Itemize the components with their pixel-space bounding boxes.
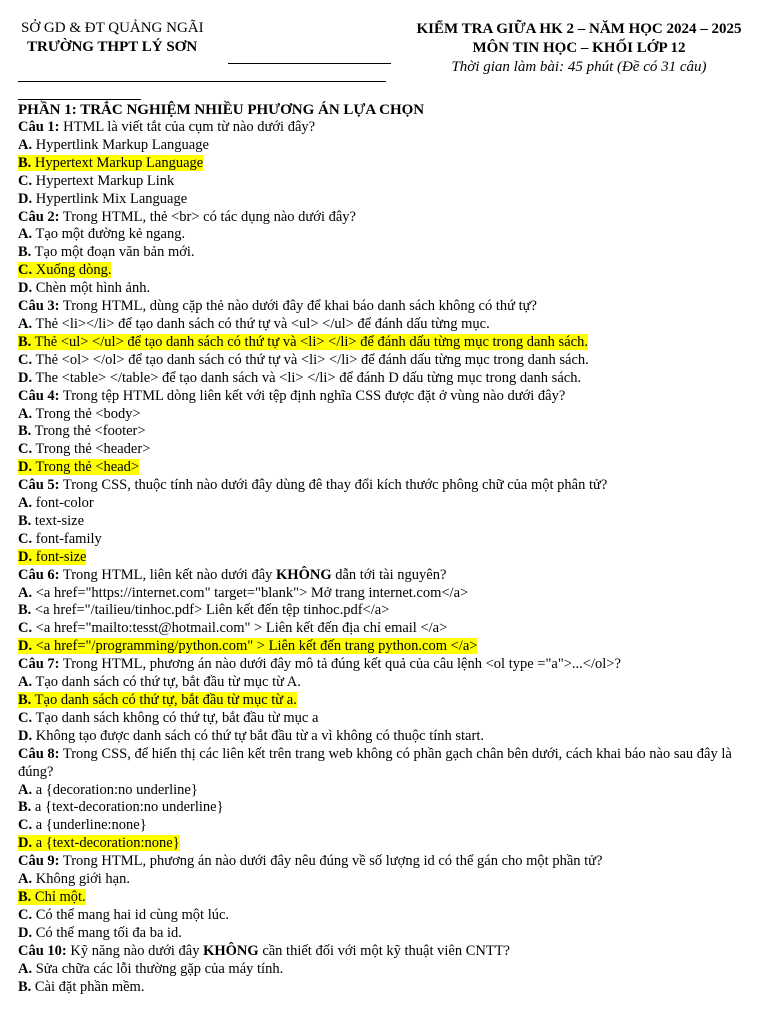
answer-text-wrap: [18, 316, 490, 332]
option-text: Trong thẻ <footer>: [34, 423, 146, 440]
option-text: <a href="https://internet.com" target="blank"> Mở trang internet.com</a>: [35, 584, 469, 601]
option-key: D.: [18, 369, 33, 386]
answer-option: [18, 173, 753, 191]
option-key: D.: [18, 280, 33, 297]
answer-text-wrap: [18, 585, 468, 601]
answer-option: [18, 531, 753, 549]
option-text: Tạo danh sách có thứ tự, bắt đầu từ mục từ a.: [34, 692, 297, 708]
answer-option: [18, 459, 753, 477]
option-key: D.: [18, 727, 33, 744]
answer-text-wrap: [18, 871, 130, 887]
answer-option: [18, 334, 753, 352]
option-text: font-size: [35, 548, 87, 565]
answer-option: [18, 191, 753, 209]
option-text: Thẻ <ol> </ol> để tạo danh sách có thứ tự và <li> </li> để đánh dấu từng mục trong danh sách.: [35, 351, 589, 368]
question-stem: [18, 943, 753, 961]
answer-option: [18, 316, 753, 334]
option-key: A.: [18, 871, 33, 888]
correct-answer-highlight: [18, 692, 297, 708]
school-name: TRƯỜNG THPT LÝ SƠN: [27, 39, 198, 55]
option-key: A.: [18, 674, 33, 691]
option-key: B.: [18, 423, 32, 440]
option-text: Xuống dòng.: [35, 262, 112, 279]
option-text: Không tạo được danh sách có thứ tự bắt đầu từ a vì không có thuộc tính start.: [35, 727, 484, 744]
answer-option: [18, 817, 753, 835]
answer-text-wrap: [18, 173, 174, 189]
option-key: B.: [18, 799, 32, 816]
option-text: Có thể mang tối đa ba id.: [35, 924, 182, 941]
option-key: C.: [18, 262, 33, 279]
option-key: D.: [18, 459, 33, 476]
question-stem: [18, 477, 753, 495]
answer-text-wrap: [18, 602, 389, 618]
correct-answer-highlight: [18, 638, 477, 654]
exam-content: [18, 101, 753, 996]
answer-text-wrap: [18, 961, 283, 977]
question-text: Trong HTML, thẻ <br> có tác dụng nào dưới đây?: [62, 208, 356, 225]
option-key: D.: [18, 190, 33, 207]
option-key: D.: [18, 924, 33, 941]
option-key: A.: [18, 960, 33, 977]
answer-option: [18, 513, 753, 531]
option-text: font-family: [35, 530, 102, 547]
option-key: B.: [18, 512, 32, 529]
correct-answer-highlight: [18, 835, 180, 851]
question-text: cần thiết đối với một kỹ thuật viên CNTT?: [258, 942, 510, 959]
answer-option: [18, 907, 753, 925]
answer-text-wrap: [18, 817, 147, 833]
answer-option: [18, 352, 753, 370]
answer-option: [18, 406, 753, 424]
answer-text-wrap: [18, 280, 150, 296]
answer-option: [18, 244, 753, 262]
option-text: Tạo danh sách có thứ tự, bắt đầu từ mục từ A.: [35, 674, 301, 691]
option-key: C.: [18, 351, 33, 368]
option-text: a {decoration:no underline}: [35, 781, 198, 798]
option-text: text-size: [34, 512, 85, 529]
option-text: <a href="mailto:tesst@hotmail.com" > Liên kết đến địa chỉ email </a>: [35, 620, 448, 637]
answer-option: [18, 549, 753, 567]
question-stem: [18, 746, 753, 782]
option-text: Không giới hạn.: [35, 871, 130, 888]
option-text: Chèn một hình ảnh.: [35, 280, 151, 297]
answer-option: [18, 692, 753, 710]
question-stem: [18, 298, 753, 316]
answer-option: [18, 835, 753, 853]
question-number: Câu 3:: [18, 298, 60, 315]
section-title: PHẦN 1: TRẮC NGHIỆM NHIỀU PHƯƠNG ÁN LỰA CHỌN: [18, 102, 425, 118]
answer-text-wrap: [18, 226, 185, 242]
option-text: Tạo một đường kẻ ngang.: [35, 226, 186, 243]
answer-text-wrap: [18, 137, 209, 153]
answer-option: [18, 728, 753, 746]
option-key: B.: [18, 244, 32, 261]
question-number: Câu 10:: [18, 942, 67, 959]
question-text: Trong HTML, phương án nào dưới đây nêu đúng về số lượng id có thể gán cho một phần tử?: [62, 853, 603, 870]
question-text: Trong CSS, thuộc tính nào dưới đây dùng đê thay đổi kích thước phông chữ của một phân tử?: [62, 477, 608, 494]
question-stem: [18, 209, 753, 227]
answer-text-wrap: [18, 710, 318, 726]
answer-option: [18, 799, 753, 817]
question-list: [18, 119, 753, 996]
answer-option: [18, 674, 753, 692]
question-number: Câu 9:: [18, 853, 60, 870]
question-stem: [18, 853, 753, 871]
option-text: Tạo danh sách không có thứ tự, bắt đầu từ mục a: [35, 709, 319, 726]
answer-option: [18, 925, 753, 943]
answer-option: [18, 871, 753, 889]
answer-option: [18, 280, 753, 298]
answer-text-wrap: [18, 531, 102, 547]
option-text: Trong thẻ <body>: [35, 405, 141, 422]
question-stem: [18, 656, 753, 674]
answer-option: [18, 889, 753, 907]
option-key: B.: [18, 602, 32, 619]
option-key: B.: [18, 978, 32, 995]
answer-text-wrap: [18, 370, 581, 386]
answer-option: [18, 155, 753, 173]
option-key: D.: [18, 835, 33, 852]
answer-option: [18, 585, 753, 603]
correct-answer-highlight: [18, 155, 203, 171]
question-text: Trong HTML, phương án nào dưới đây mô tả đúng kết quả của câu lệnh <ol type ="a">...</ol>?: [62, 656, 621, 673]
option-text: a {text-decoration:no underline}: [34, 799, 224, 816]
question-number: Câu 5:: [18, 477, 60, 494]
question-text: Kỹ năng nào dưới đây: [70, 942, 204, 959]
answer-text-wrap: [18, 907, 229, 923]
question-text: Trong HTML, dùng cặp thẻ nào dưới đây để khai báo danh sách không có thứ tự?: [62, 298, 537, 315]
option-text: The <table> </table> để tạo danh sách và <li> </li> để đánh D dấu từng mục trong danh sách.: [35, 369, 582, 386]
answer-option: [18, 961, 753, 979]
exam-subject: MÔN TIN HỌC – KHỐI LỚP 12: [472, 40, 686, 56]
answer-option: [18, 979, 753, 997]
question-number: Câu 1:: [18, 119, 60, 135]
option-text: Trong thẻ <header>: [35, 441, 151, 458]
answer-option: [18, 226, 753, 244]
correct-answer-highlight: [18, 334, 588, 350]
answer-option: [18, 782, 753, 800]
option-key: A.: [18, 136, 33, 153]
option-text: Hypertext Markup Link: [35, 172, 175, 189]
question-number: Câu 6:: [18, 566, 60, 583]
answer-text-wrap: [18, 782, 198, 798]
department-name: SỞ GD & ĐT QUẢNG NGÃI: [21, 20, 204, 36]
option-key: A.: [18, 315, 33, 332]
answer-text-wrap: [18, 441, 150, 457]
answer-option: [18, 602, 753, 620]
option-text: Có thể mang hai id cùng một lúc.: [35, 906, 230, 923]
option-text: <a href="/tailieu/tinhoc.pdf> Liên kết đến tệp tinhoc.pdf</a>: [34, 602, 390, 619]
exam-time-note: Thời gian làm bài: 45 phút (Đề có 31 câu): [451, 59, 707, 75]
blank-line: [18, 99, 141, 100]
correct-answer-highlight: [18, 889, 86, 905]
answer-text-wrap: [18, 406, 141, 422]
answer-option: [18, 262, 753, 280]
correct-answer-highlight: [18, 262, 111, 278]
answer-text-wrap: [18, 191, 187, 207]
correct-answer-highlight: [18, 459, 139, 475]
question-stem: [18, 567, 753, 585]
answer-option: [18, 638, 753, 656]
answer-option: [18, 441, 753, 459]
option-key: C.: [18, 172, 33, 189]
answer-text-wrap: [18, 495, 94, 511]
question-emphasis: KHÔNG: [276, 566, 332, 583]
answer-option: [18, 620, 753, 638]
option-key: A.: [18, 495, 33, 512]
answer-option: [18, 495, 753, 513]
question-text: Trong HTML, liên kết nào dưới đây: [62, 566, 277, 583]
option-text: Tạo một đoạn văn bản mới.: [34, 244, 195, 261]
question-stem: [18, 388, 753, 406]
question-number: Câu 7:: [18, 656, 60, 673]
option-key: A.: [18, 405, 33, 422]
option-text: Hypertlink Mix Language: [35, 190, 188, 207]
blank-line: [18, 81, 386, 82]
question-text: HTML là viết tắt của cụm từ nào dưới đây?: [63, 119, 316, 135]
option-key: A.: [18, 226, 33, 243]
answer-option: [18, 710, 753, 728]
answer-text-wrap: [18, 925, 182, 941]
option-text: Sửa chữa các lỗi thường gặp của máy tính.: [35, 960, 284, 977]
answer-text-wrap: [18, 799, 224, 815]
option-text: font-color: [35, 495, 94, 512]
answer-text-wrap: [18, 979, 144, 995]
answer-text-wrap: [18, 423, 146, 439]
answer-option: [18, 370, 753, 388]
correct-answer-highlight: [18, 549, 86, 565]
option-text: Hypertext Markup Language: [34, 154, 204, 171]
option-key: A.: [18, 584, 33, 601]
blank-line: [228, 63, 391, 64]
option-text: <a href="/programming/python.com" > Liên kết đến trang python.com </a>: [35, 638, 478, 655]
header-right: [398, 20, 760, 77]
option-text: Trong thẻ <head>: [35, 459, 140, 476]
option-key: C.: [18, 620, 33, 637]
answer-text-wrap: [18, 352, 589, 368]
option-text: a {underline:none}: [35, 817, 147, 834]
answer-option: [18, 137, 753, 155]
option-key: C.: [18, 530, 33, 547]
option-text: a {text-decoration:none}: [35, 835, 180, 852]
option-key: A.: [18, 781, 33, 798]
option-key: C.: [18, 709, 33, 726]
answer-text-wrap: [18, 674, 301, 690]
question-number: Câu 2:: [18, 208, 60, 225]
option-key: B.: [18, 888, 32, 905]
option-key: B.: [18, 154, 32, 171]
question-emphasis: KHÔNG: [203, 942, 259, 959]
option-key: C.: [18, 817, 33, 834]
option-key: D.: [18, 548, 33, 565]
option-key: B.: [18, 333, 32, 350]
question-text: dẫn tới tài nguyên?: [331, 566, 447, 583]
option-text: Chỉ một.: [34, 888, 86, 905]
answer-text-wrap: [18, 620, 447, 636]
option-text: Thẻ <li></li> để tạo danh sách có thứ tự và <ul> </ul> để đánh dấu từng mục.: [35, 315, 490, 332]
question-stem: [18, 119, 753, 137]
answer-text-wrap: [18, 728, 484, 744]
option-text: Cài đặt phần mềm.: [34, 978, 145, 995]
option-text: Hypertlink Markup Language: [35, 136, 209, 153]
exam-title: KIỂM TRA GIỮA HK 2 – NĂM HỌC 2024 – 2025: [416, 21, 742, 37]
question-text: Trong tệp HTML dòng liên kết với tệp định nghĩa CSS được đặt ở vùng nào dưới đây?: [62, 387, 566, 404]
question-number: Câu 8:: [18, 745, 60, 762]
question-text: Trong CSS, để hiển thị các liên kết trên trang web không có phần gạch chân bên dưới, cách khai báo nào sau đây là đúng?: [18, 745, 732, 780]
answer-text-wrap: [18, 513, 84, 529]
option-key: C.: [18, 906, 33, 923]
question-number: Câu 4:: [18, 387, 60, 404]
answer-text-wrap: [18, 244, 195, 260]
option-text: Thẻ <ul> </ul> để tạo danh sách có thứ tự và <li> </li> để đánh dấu từng mục trong danh sách.: [34, 333, 588, 350]
option-key: D.: [18, 638, 33, 655]
option-key: C.: [18, 441, 33, 458]
option-key: B.: [18, 692, 32, 708]
answer-option: [18, 423, 753, 441]
